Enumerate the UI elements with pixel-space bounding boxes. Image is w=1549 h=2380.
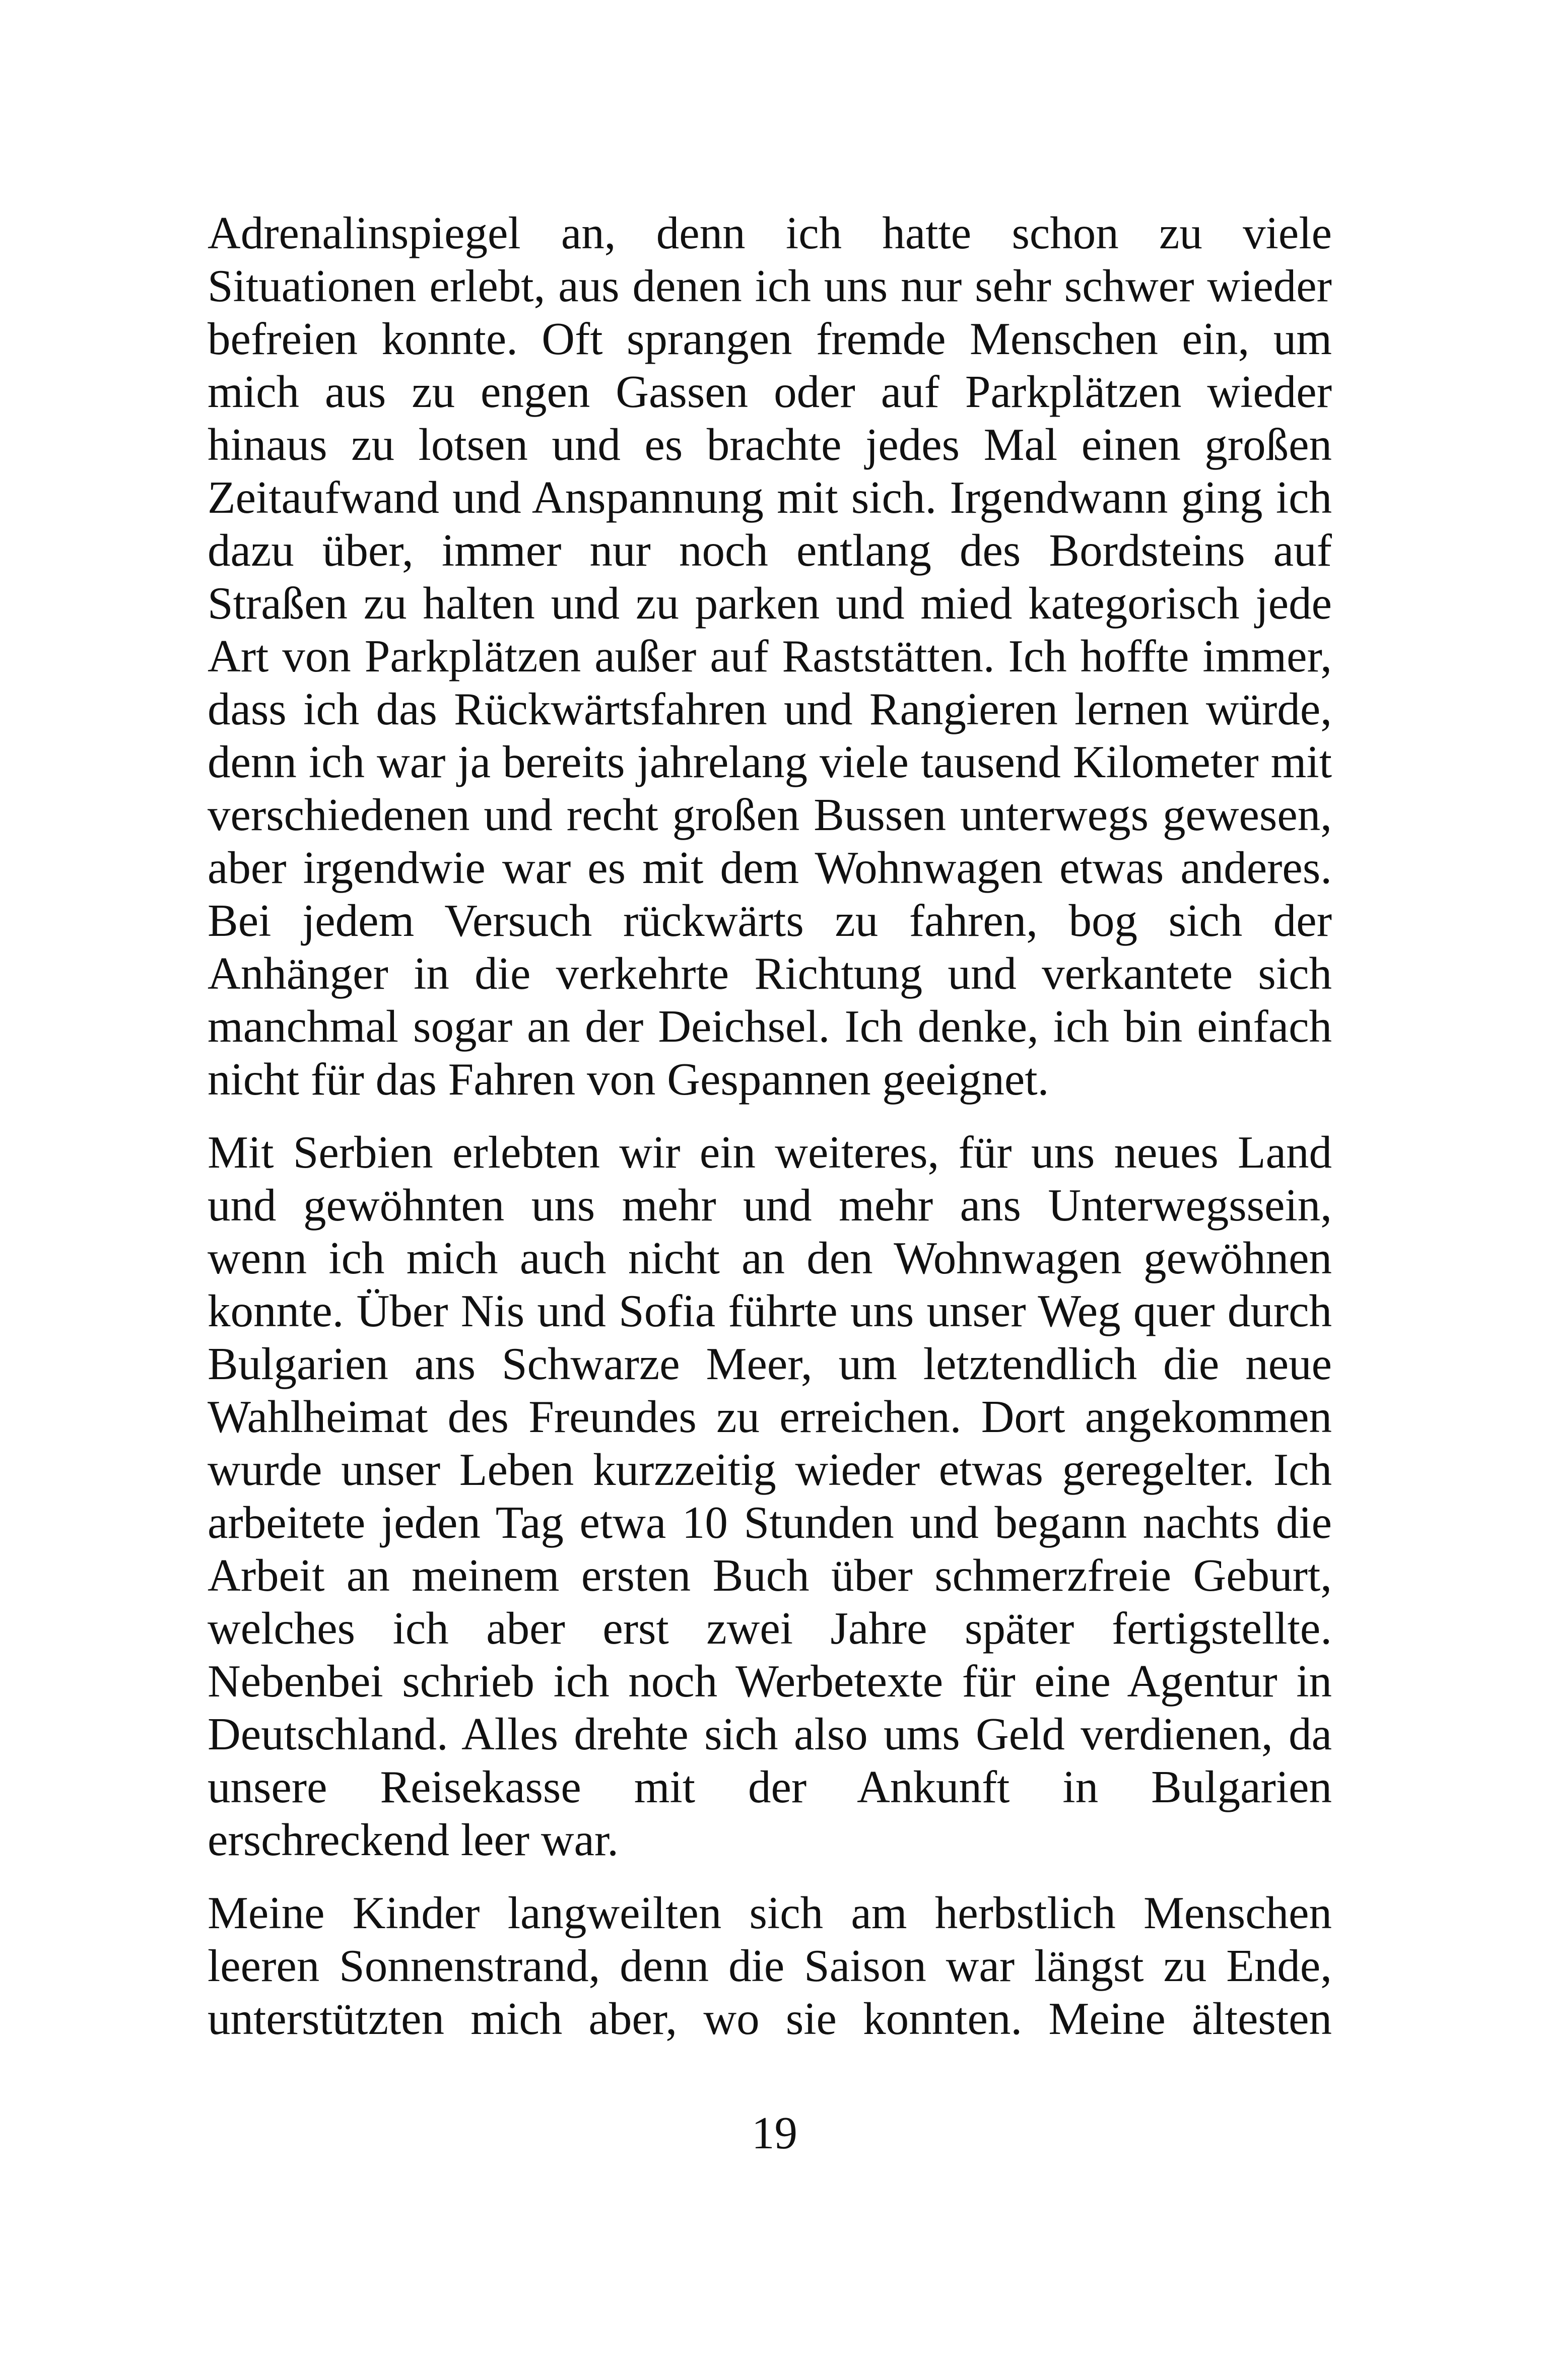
text-line: Bulgarien ans Schwarze Meer, um letztendlich die neue [208, 1338, 1332, 1389]
text-line: Straßen zu halten und zu parken und mied kategorisch jede [208, 578, 1332, 629]
text-line: dazu über, immer nur noch entlang des Bordsteins auf [208, 525, 1332, 576]
page-number: 19 [752, 2107, 797, 2158]
text-line: konnte. Über Nis und Sofia führte uns unser Weg quer durch [208, 1285, 1332, 1336]
text-line: erschreckend leer war. [208, 1814, 619, 1865]
text-line: Meine Kinder langweilten sich am herbstlich Menschen [208, 1887, 1332, 1938]
text-line: dass ich das Rückwärtsfahren und Rangieren lernen würde, [208, 684, 1332, 734]
text-line: welches ich aber erst zwei Jahre später fertigstellte. [208, 1603, 1332, 1654]
text-line: hinaus zu lotsen und es brachte jedes Mal einen großen [208, 419, 1332, 470]
paragraph [208, 1886, 1332, 2045]
text-line: nicht für das Fahren von Gespannen geeignet. [208, 1054, 1049, 1105]
text-line: Nebenbei schrieb ich noch Werbetexte für eine Agentur in [208, 1656, 1332, 1707]
text-line: Adrenalinspiegel an, denn ich hatte schon zu viele [208, 208, 1332, 258]
text-line: Anhänger in die verkehrte Richtung und verkantete sich [208, 948, 1332, 999]
text-line: leeren Sonnenstrand, denn die Saison war längst zu Ende, [208, 1940, 1332, 1991]
paragraph [208, 207, 1332, 1106]
text-line: manchmal sogar an der Deichsel. Ich denke, ich bin einfach [208, 1001, 1332, 1052]
text-line: Deutschland. Alles drehte sich also ums Geld verdienen, da [208, 1709, 1332, 1759]
text-line: arbeitete jeden Tag etwa 10 Stunden und begann nachts die [208, 1497, 1332, 1548]
text-line: Mit Serbien erlebten wir ein weiteres, für uns neues Land [208, 1127, 1332, 1178]
text-line: unterstützten mich aber, wo sie konnten. Meine ältesten [208, 1993, 1332, 2044]
text-line: wenn ich mich auch nicht an den Wohnwagen gewöhnen [208, 1233, 1332, 1283]
text-line: Situationen erlebt, aus denen ich uns nur sehr schwer wieder [208, 260, 1332, 311]
text-line: wurde unser Leben kurzzeitig wieder etwas geregelter. Ich [208, 1444, 1332, 1495]
paragraph [208, 1126, 1332, 1866]
text-line: Bei jedem Versuch rückwärts zu fahren, bog sich der [208, 895, 1332, 946]
text-line: denn ich war ja bereits jahrelang viele tausend Kilometer mit [208, 736, 1332, 787]
text-line: unsere Reisekasse mit der Ankunft in Bulgarien [208, 1761, 1332, 1812]
text-line: aber irgendwie war es mit dem Wohnwagen etwas anderes. [208, 842, 1332, 893]
text-line: Wahlheimat des Freundes zu erreichen. Dort angekommen [208, 1391, 1332, 1442]
text-line: verschiedenen und recht großen Bussen unterwegs gewesen, [208, 789, 1332, 840]
text-line: Art von Parkplätzen außer auf Raststätten. Ich hoffte immer, [208, 631, 1332, 682]
text-line: Arbeit an meinem ersten Buch über schmerzfreie Geburt, [208, 1550, 1332, 1601]
text-line: Zeitaufwand und Anspannung mit sich. Irgendwann ging ich [208, 472, 1332, 523]
text-line: und gewöhnten uns mehr und mehr ans Unterwegssein, [208, 1180, 1332, 1231]
text-line: befreien konnte. Oft sprangen fremde Menschen ein, um [208, 313, 1332, 364]
body-text [208, 207, 1332, 2045]
text-line: mich aus zu engen Gassen oder auf Parkplätzen wieder [208, 366, 1332, 417]
